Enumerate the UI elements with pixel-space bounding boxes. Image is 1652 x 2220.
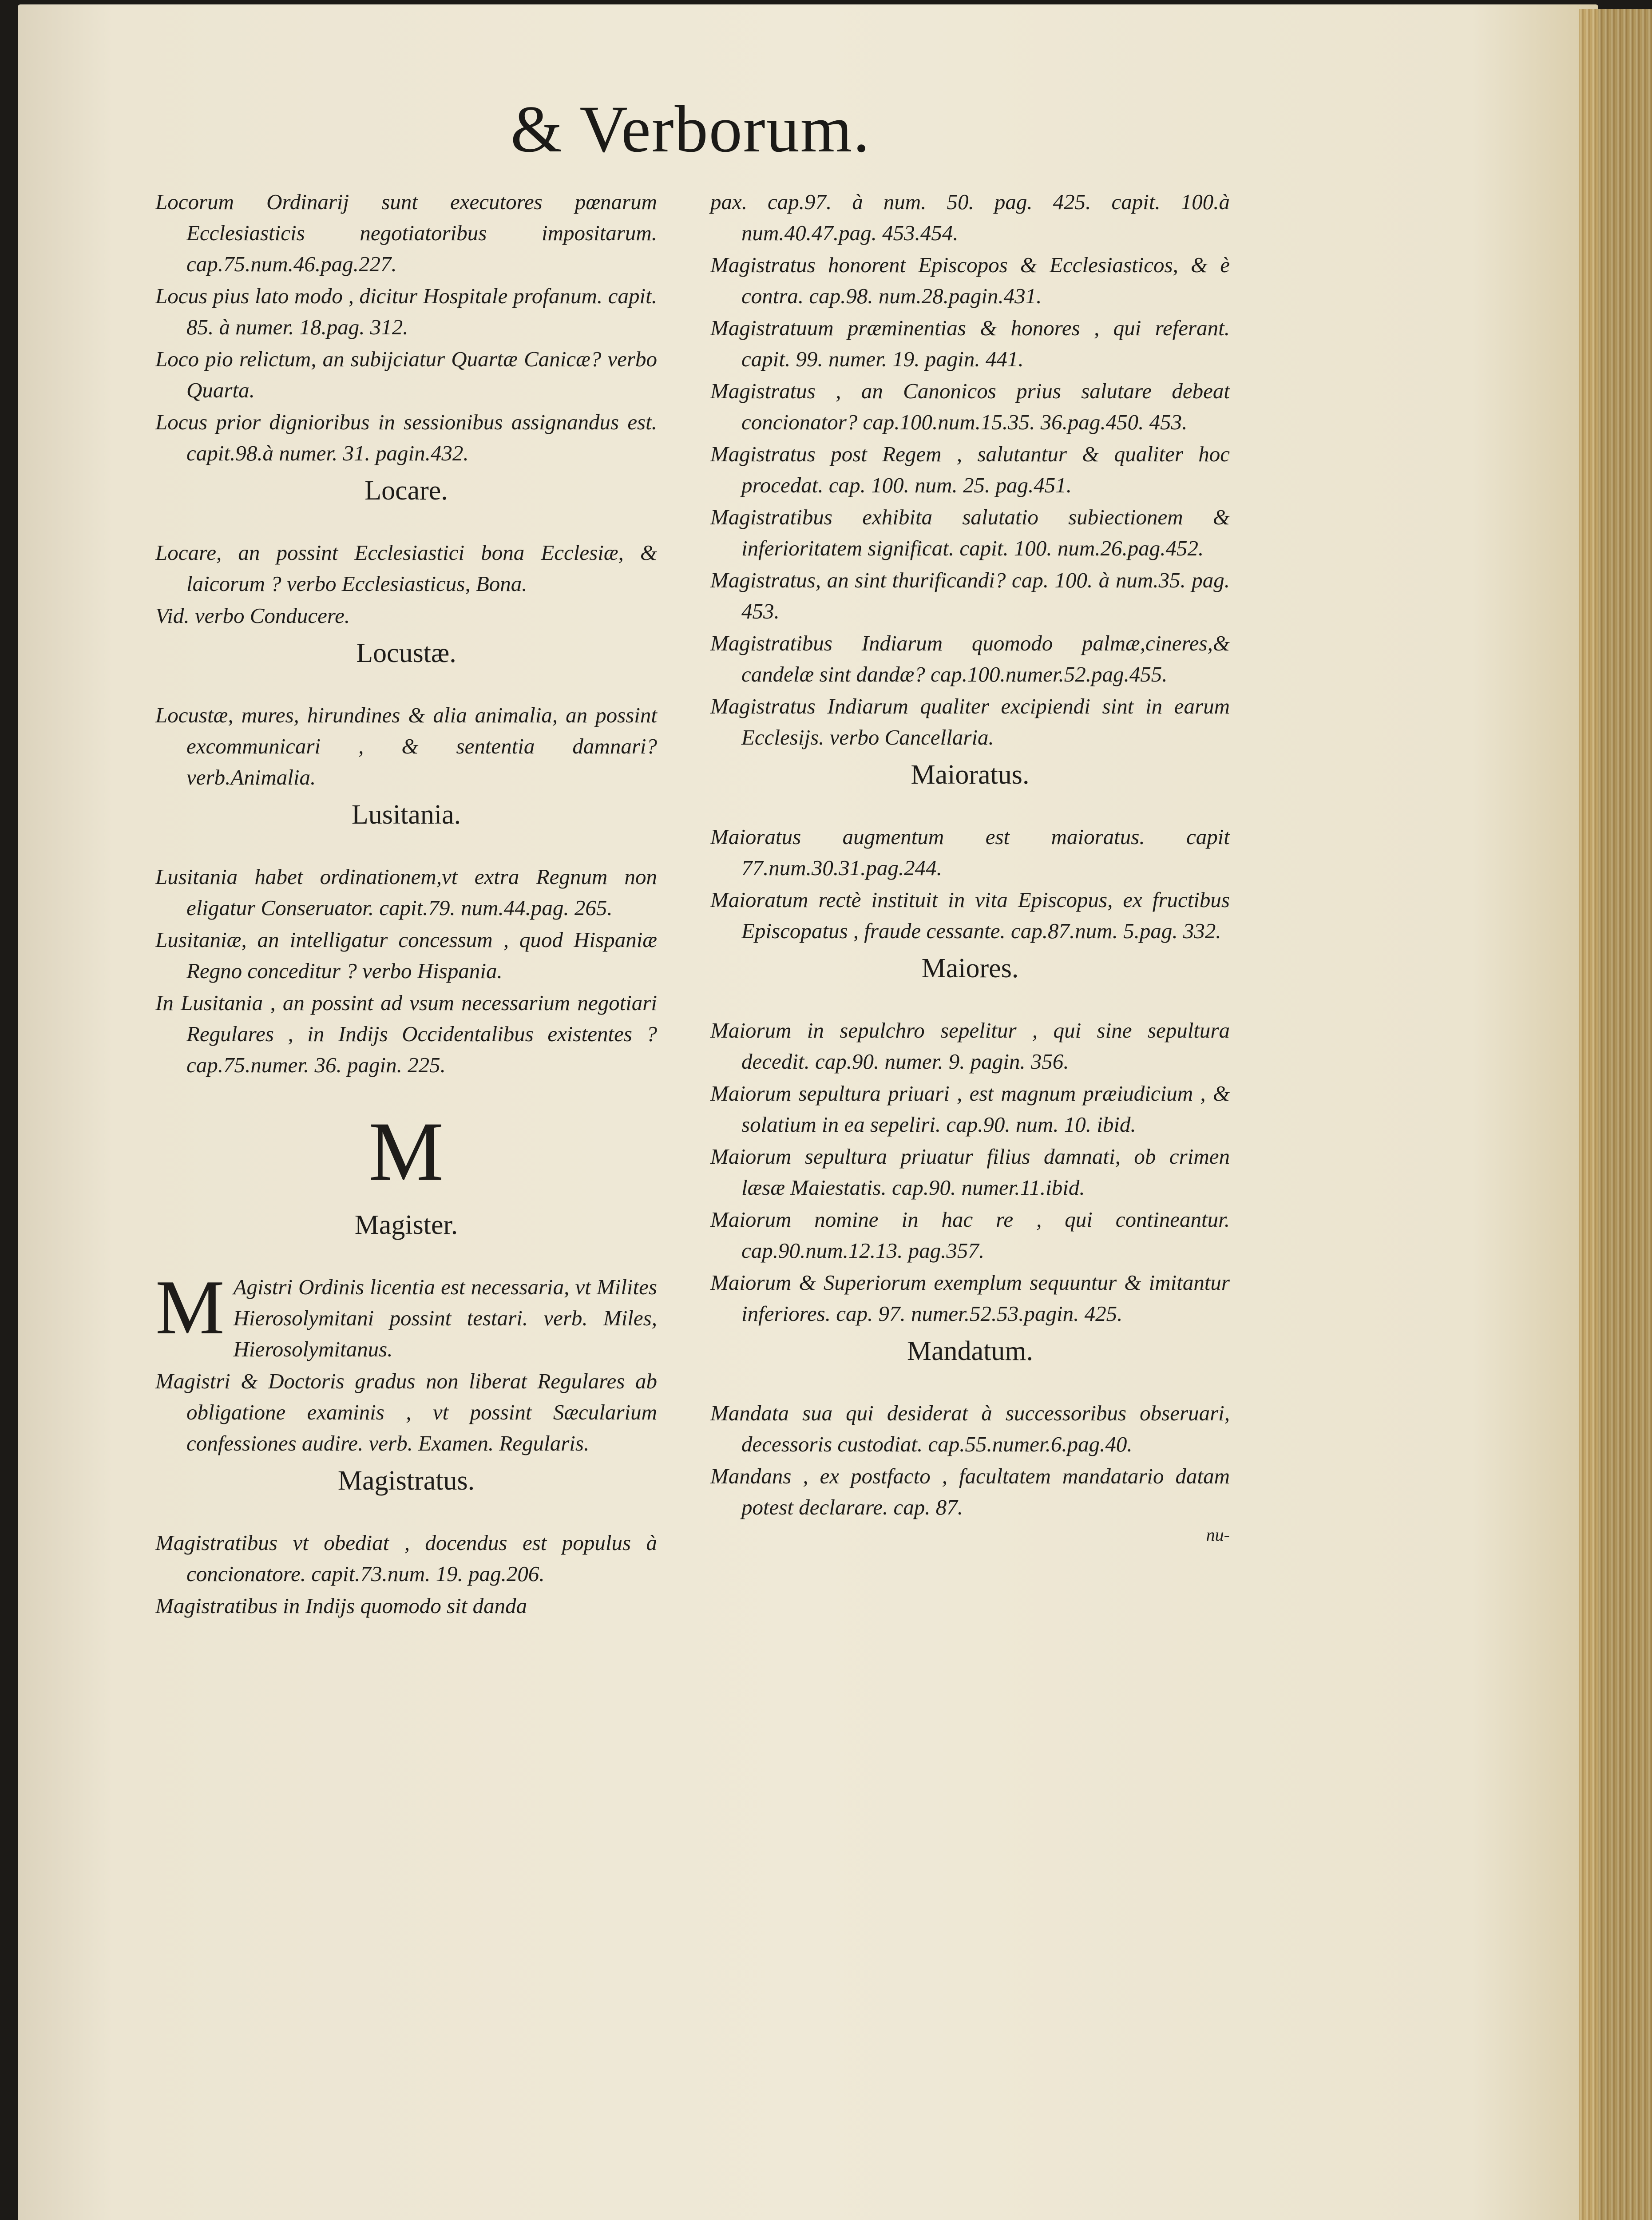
running-head: & Verborum. bbox=[511, 92, 871, 166]
index-entry: Locustæ, mures, hirundines & alia animalia, an possint excommunicari , & sententia damnari? verb.Animalia. bbox=[155, 703, 657, 789]
index-entry: Vid. verbo Conducere. bbox=[155, 603, 350, 628]
index-entry: Loco pio relictum, an subijciatur Quartæ Canicæ? verbo Quarta. bbox=[155, 347, 657, 402]
section-heading-locustae: Locustæ. bbox=[356, 638, 456, 668]
section-heading-mandatum: Mandatum. bbox=[907, 1336, 1034, 1366]
index-entry: Magistratibus exhibita salutatio subiectionem & inferioritatem significat. capit. 100. num.26.pag.452. bbox=[710, 505, 1230, 560]
index-entry: Maioratum rectè instituit in vita Episcopus, ex fructibus Episcopatus , fraude cessante. cap.87.num. 5.pag. 332. bbox=[710, 888, 1230, 943]
index-entry-text: Agistri Ordinis licentia est necessaria, vt Milites Hierosolymitani possint testari. verb. Miles, Hierosolymitanus. bbox=[233, 1275, 657, 1361]
index-entry: Locus prior dignioribus in sessionibus assignandus est. capit.98.à numer. 31. pagin.432. bbox=[155, 410, 657, 465]
index-entry: Maiorum nomine in hac re , qui contineantur. cap.90.num.12.13. pag.357. bbox=[710, 1207, 1230, 1263]
left-column bbox=[155, 186, 657, 1622]
index-entry: Lusitania habet ordinationem,vt extra Regnum non eligatur Conseruator. capit.79. num.44.pag. 265. bbox=[155, 864, 657, 920]
index-entry: Magistratibus vt obediat , docendus est populus à concionatore. capit.73.num. 19. pag.206. bbox=[155, 1530, 657, 1586]
section-heading-magister: Magister. bbox=[354, 1210, 458, 1240]
index-entry: Magistratuum præminentias & honores , qui referant. capit. 99. numer. 19. pagin. 441. bbox=[710, 316, 1230, 371]
index-entry: In Lusitania , an possint ad vsum necessarium negotiari Regulares , in Indijs Occidentalibus existentes ? cap.75.numer. 36. pagin. 225. bbox=[155, 991, 657, 1077]
index-entry: Magistratus, an sint thurificandi? cap. 100. à num.35. pag. 453. bbox=[710, 568, 1230, 623]
section-heading-maiores: Maiores. bbox=[921, 953, 1019, 983]
index-entry: Mandata sua qui desiderat à successoribus obseruari, decessoris custodiat. cap.55.numer.6.pag.40. bbox=[710, 1401, 1230, 1456]
index-entry: Maiorum & Superiorum exemplum sequuntur & imitantur inferiores. cap. 97. numer.52.53.pagin. 425. bbox=[710, 1270, 1230, 1326]
index-entry-first bbox=[155, 1264, 657, 1365]
index-entry: Maiorum in sepulchro sepelitur , qui sine sepultura decedit. cap.90. numer. 9. pagin. 356. bbox=[710, 1018, 1230, 1074]
index-entry: Locare, an possint Ecclesiastici bona Ecclesiæ, & laicorum ? verbo Ecclesiasticus, Bona. bbox=[155, 540, 657, 596]
left-block-locorum bbox=[155, 186, 657, 469]
index-entry: Magistratibus in Indijs quomodo sit danda bbox=[155, 1594, 527, 1618]
letter-section-heading: M bbox=[368, 1105, 444, 1198]
index-entry: Magistratus , an Canonicos prius salutare debeat concionator? cap.100.num.15.35. 36.pag.450. 453. bbox=[710, 379, 1230, 434]
page-fore-edge bbox=[1579, 9, 1652, 2220]
catchword: nu- bbox=[1206, 1525, 1230, 1545]
index-entry: Lusitaniæ, an intelligatur concessum , quod Hispaniæ Regno conceditur ? verbo Hispania. bbox=[155, 928, 657, 983]
index-entry: Locus pius lato modo , dicitur Hospitale profanum. capit. 85. à numer. 18.pag. 312. bbox=[155, 284, 657, 339]
index-entry: Locorum Ordinarij sunt executores pœnarum Ecclesiasticis negotiatoribus impositarum. cap.75.num.46.pag.227. bbox=[155, 190, 657, 276]
index-entry: Magistratus honorent Episcopos & Ecclesiasticos, & è contra. cap.98. num.28.pagin.431. bbox=[710, 253, 1230, 308]
index-entry: Maiorum sepultura priuatur filius damnati, ob crimen læsæ Maiestatis. cap.90. numer.11.ibid. bbox=[710, 1144, 1230, 1200]
right-column bbox=[710, 186, 1230, 1546]
section-heading-magistratus: Magistratus. bbox=[337, 1466, 475, 1496]
section-heading-locare: Locare. bbox=[364, 476, 448, 506]
index-entry: Magistratus post Regem , salutantur & qualiter hoc procedat. cap. 100. num. 25. pag.451. bbox=[710, 442, 1230, 497]
drop-cap: M bbox=[155, 1264, 225, 1350]
index-entry: Maioratus augmentum est maioratus. capit 77.num.30.31.pag.244. bbox=[710, 825, 1230, 880]
index-entry: Magistratus Indiarum qualiter excipiendi sint in earum Ecclesijs. verbo Cancellaria. bbox=[710, 694, 1230, 749]
section-heading-maioratus: Maioratus. bbox=[911, 760, 1030, 790]
section-heading-lusitania: Lusitania. bbox=[351, 800, 461, 830]
index-entry: Magistri & Doctoris gradus non liberat Regulares ab obligatione examinis , vt possint Sæcularium confessiones audire. verb. Examen. Regularis. bbox=[155, 1369, 657, 1455]
index-entry: pax. cap.97. à num. 50. pag. 425. capit. 100.à num.40.47.pag. 453.454. bbox=[710, 190, 1230, 245]
index-entry: Magistratibus Indiarum quomodo palmæ,cineres,& candelæ sint dandæ? cap.100.numer.52.pag.455. bbox=[710, 631, 1230, 686]
index-entry: Maiorum sepultura priuari , est magnum præiudicium , & solatium in ea sepeliri. cap.90. num. 10. ibid. bbox=[710, 1081, 1230, 1137]
index-entry: Mandans , ex postfacto , facultatem mandatario datam potest declarare. cap. 87. bbox=[710, 1464, 1230, 1519]
